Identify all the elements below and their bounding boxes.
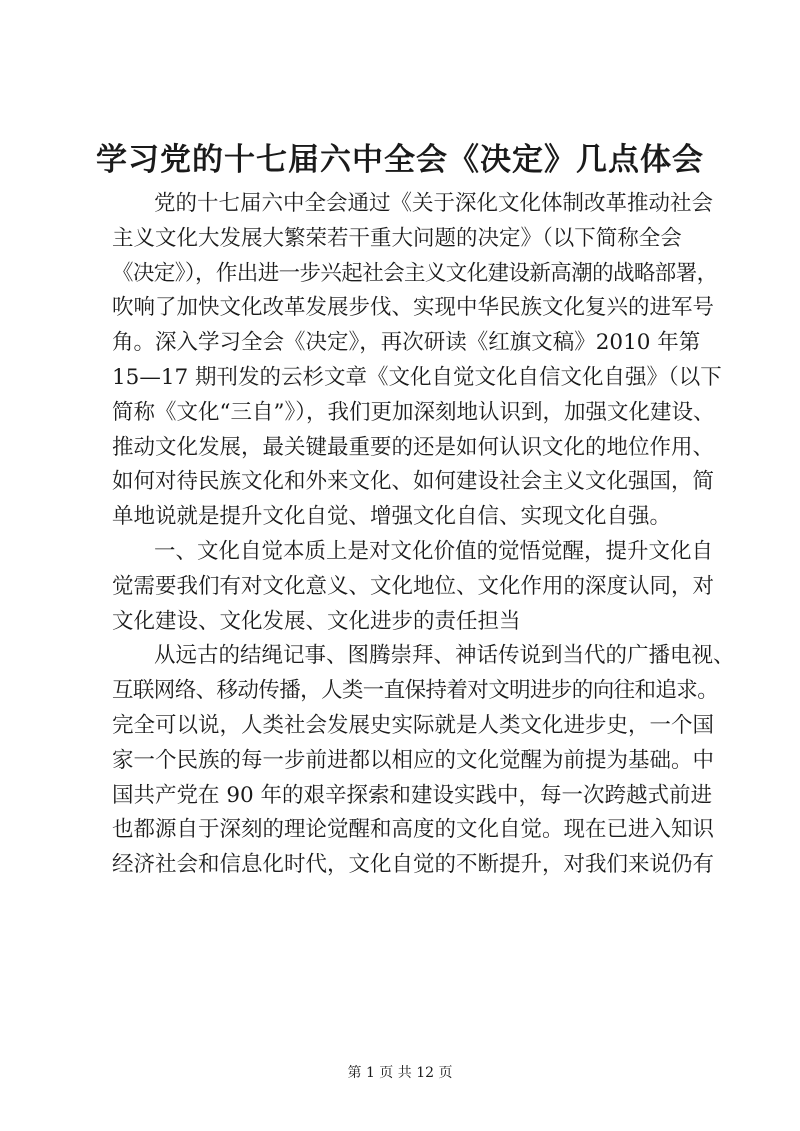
paragraph-line: 角。深入学习全会《决定》，再次研读《红旗文稿》2010 年第 [112, 330, 701, 356]
paragraph-line: 国共产党在 90 年的艰辛探索和建设实践中，每一次跨越式前进 [112, 782, 713, 808]
paragraph-line: 《决定》），作出进一步兴起社会主义文化建设新高潮的战略部署， [112, 260, 718, 286]
section-heading-line: 文化建设、文化发展、文化进步的责任担当 [112, 608, 521, 634]
paragraph-line: 15—17 期刊发的云杉文章《文化自觉文化自信文化自强》（以下 [112, 364, 722, 390]
section-heading-line: 觉需要我们有对文化意义、文化地位、文化作用的深度认同，对 [112, 573, 715, 599]
paragraph-line: 推动文化发展，最关键最重要的还是如何认识文化的地位作用、 [112, 434, 715, 460]
section-heading-line: 一、文化自觉本质上是对文化价值的觉悟觉醒，提升文化自 [154, 538, 714, 564]
paragraph-line: 经济社会和信息化时代，文化自觉的不断提升，对我们来说仍有 [112, 852, 715, 878]
paragraph-line: 互联网络、移动传播，人类一直保持着对文明进步的向往和追求。 [112, 678, 719, 704]
paragraph-line: 单地说就是提升文化自觉、增强文化自信、实现文化自强。 [112, 504, 672, 530]
document-body [112, 187, 735, 883]
paragraph-line: 从远古的结绳记事、图腾崇拜、神话传说到当代的广播电视、 [154, 643, 735, 669]
paragraph-line: 简称《文化“三自”》），我们更加深刻地认识到，加强文化建设、 [112, 399, 715, 425]
paragraph-line: 完全可以说，人类社会发展史实际就是人类文化进步史，一个国 [112, 712, 715, 738]
paragraph-line: 吹响了加快文化改革发展步伐、实现中华民族文化复兴的进军号 [112, 295, 715, 321]
document-title: 学习党的十七届六中全会《决定》几点体会 [96, 142, 704, 178]
paragraph-line: 主义文化大发展大繁荣若干重大问题的决定》（以下简称全会 [112, 225, 682, 251]
paragraph-line: 党的十七届六中全会通过《关于深化文化体制改革推动社会 [154, 191, 714, 216]
paragraph-line: 家一个民族的每一步前进都以相应的文化觉醒为前提为基础。中 [112, 747, 715, 773]
paragraph-line: 也都源自于深刻的理论觉醒和高度的文化自觉。现在已进入知识 [112, 817, 715, 843]
paragraph-line: 如何对待民族文化和外来文化、如何建设社会主义文化强国，简 [112, 469, 715, 495]
page-number-footer: 第 1 页 共 12 页 [347, 1065, 453, 1081]
